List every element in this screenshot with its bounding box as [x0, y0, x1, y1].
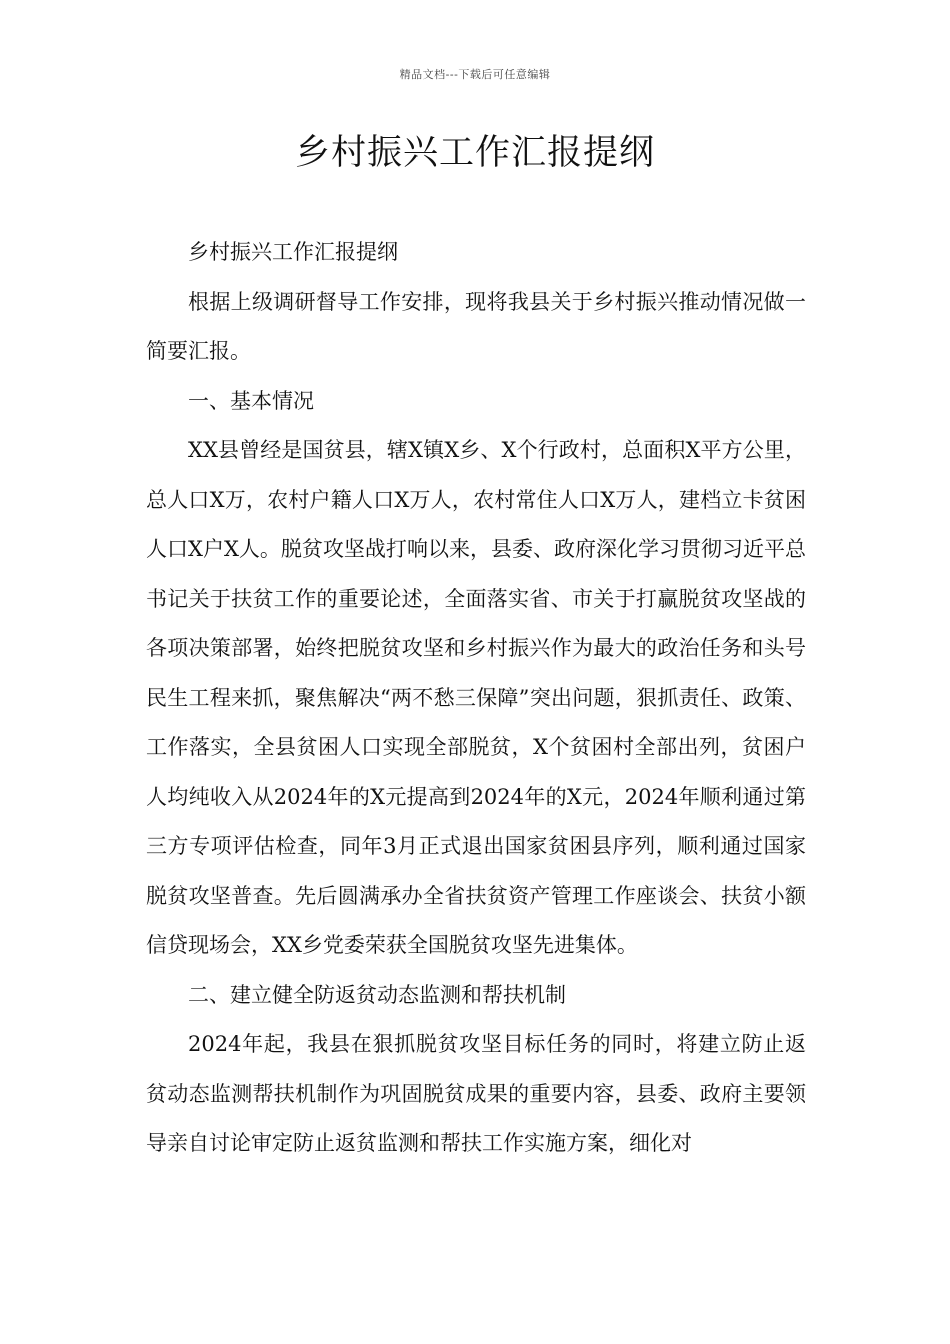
body-paragraph: XX县曾经是国贫县，辖X镇X乡、X个行政村，总面积X平方公里，总人口X万，农村户籍人口X万人，农村常住人口X万人，建档立卡贫困人口X户X人。脱贫攻坚战打响以来，县委、政府深化学习贯彻习近平总书记关于扶贫工作的重要论述，全面落实省、市关于打赢脱贫攻坚战的各项决策部署，始终把脱贫攻坚和乡村振兴作为最大的政治任务和头号民生工程来抓，聚焦解决“两不愁三保障”突出问题，狠抓责任、政策、工作落实，全县贫困人口实现全部脱贫，X个贫困村全部出列，贫困户人均纯收入从2024年的X元提高到2024年的X元，2024年顺利通过第三方专项评估检查，同年3月正式退出国家贫困县序列，顺利通过国家脱贫攻坚普查。先后圆满承办全省扶贫资产管理工作座谈会、扶贫小额信贷现场会，XX乡党委荣获全国脱贫攻坚先进集体。	[146, 438, 806, 957]
body-paragraph: 2024年起，我县在狠抓脱贫攻坚目标任务的同时，将建立防止返贫动态监测帮扶机制作为巩固脱贫成果的重要内容，县委、政府主要领导亲自讨论审定防止返贫监测和帮扶工作实施方案，细化对	[146, 1032, 806, 1155]
intro-paragraph: 根据上级调研督导工作安排，现将我县关于乡村振兴推动情况做一简要汇报。	[146, 289, 806, 363]
subtitle-paragraph: 乡村振兴工作汇报提纲	[188, 240, 398, 264]
document-body	[146, 228, 806, 1169]
header-note: 精品文档---下载后可任意编辑	[399, 68, 551, 81]
section-heading-basic-situation: 一、基本情况	[188, 388, 314, 413]
section-heading-monitoring-mechanism: 二、建立健全防返贫动态监测和帮扶机制	[188, 982, 566, 1007]
document-title: 乡村振兴工作汇报提纲	[294, 133, 655, 173]
